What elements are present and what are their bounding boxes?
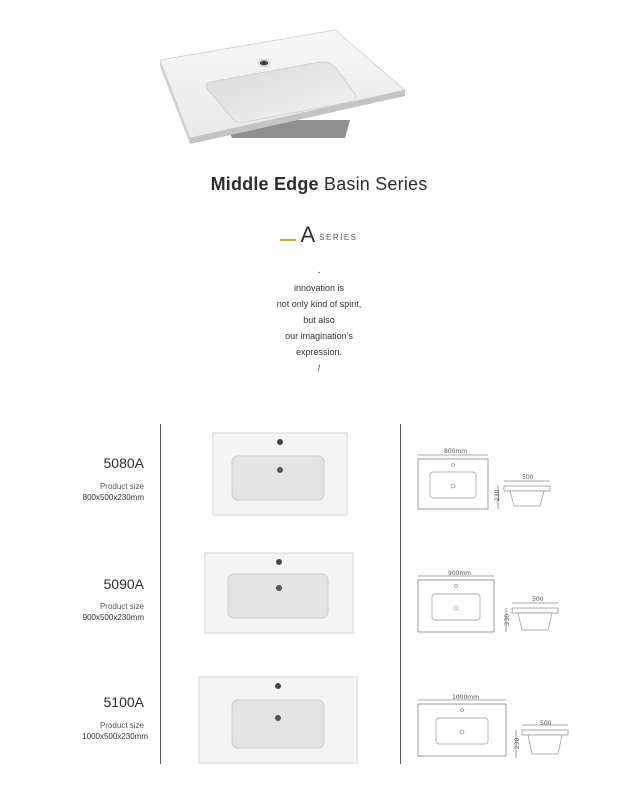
tagline-close-mark: / bbox=[317, 363, 321, 373]
drawing-depth-label: 500 bbox=[532, 596, 544, 603]
drawing-width-label: 1000mm bbox=[452, 694, 479, 701]
tagline-line: not only kind of spirit, bbox=[276, 299, 362, 309]
product-size-label: Product size bbox=[99, 721, 144, 730]
drawing-width-label: 800mm bbox=[444, 448, 468, 455]
tagline-line: innovation is bbox=[293, 283, 345, 293]
product-size-label: Product size bbox=[99, 602, 144, 611]
tagline-line: expression. bbox=[295, 347, 343, 357]
product-code: 5100A bbox=[103, 694, 144, 710]
product-code: 5080A bbox=[103, 455, 144, 471]
page-title bbox=[0, 174, 638, 195]
technical-drawing-5080a bbox=[414, 452, 556, 514]
drawing-depth-label: 500 bbox=[522, 474, 534, 481]
divider-left bbox=[160, 424, 161, 764]
page-title-bold: Middle Edge bbox=[210, 174, 319, 194]
product-photo-5100a bbox=[198, 676, 358, 764]
product-size-label: Product size bbox=[99, 482, 144, 491]
product-size-value: 1000x500x230mm bbox=[82, 732, 148, 741]
page-title-regular: Basin Series bbox=[323, 174, 428, 194]
drawing-height-label: 230 bbox=[504, 613, 512, 626]
series-badge bbox=[0, 222, 638, 246]
hero-basin-image bbox=[150, 20, 410, 150]
tagline bbox=[0, 264, 638, 376]
tagline-line: our imagination's bbox=[285, 331, 353, 341]
product-photo-5090a bbox=[204, 552, 354, 634]
series-letter: A bbox=[300, 222, 316, 247]
product-code: 5090A bbox=[103, 576, 144, 592]
drawing-height-label: 230 bbox=[494, 489, 502, 502]
product-photo-5080a bbox=[212, 432, 348, 516]
tagline-open-mark: - bbox=[317, 267, 321, 277]
divider-right bbox=[400, 424, 401, 764]
tagline-line: but also bbox=[303, 315, 335, 325]
technical-drawing-5090a bbox=[414, 572, 562, 636]
product-size-value: 800x500x230mm bbox=[82, 493, 144, 502]
drawing-width-label: 900mm bbox=[448, 570, 472, 577]
drawing-height-label: 230 bbox=[514, 737, 522, 750]
technical-drawing-5100a bbox=[414, 696, 574, 762]
drawing-depth-label: 500 bbox=[540, 720, 552, 727]
series-word: SERIES bbox=[319, 233, 358, 242]
product-size-value: 900x500x230mm bbox=[82, 613, 144, 622]
accent-dash bbox=[280, 239, 296, 241]
